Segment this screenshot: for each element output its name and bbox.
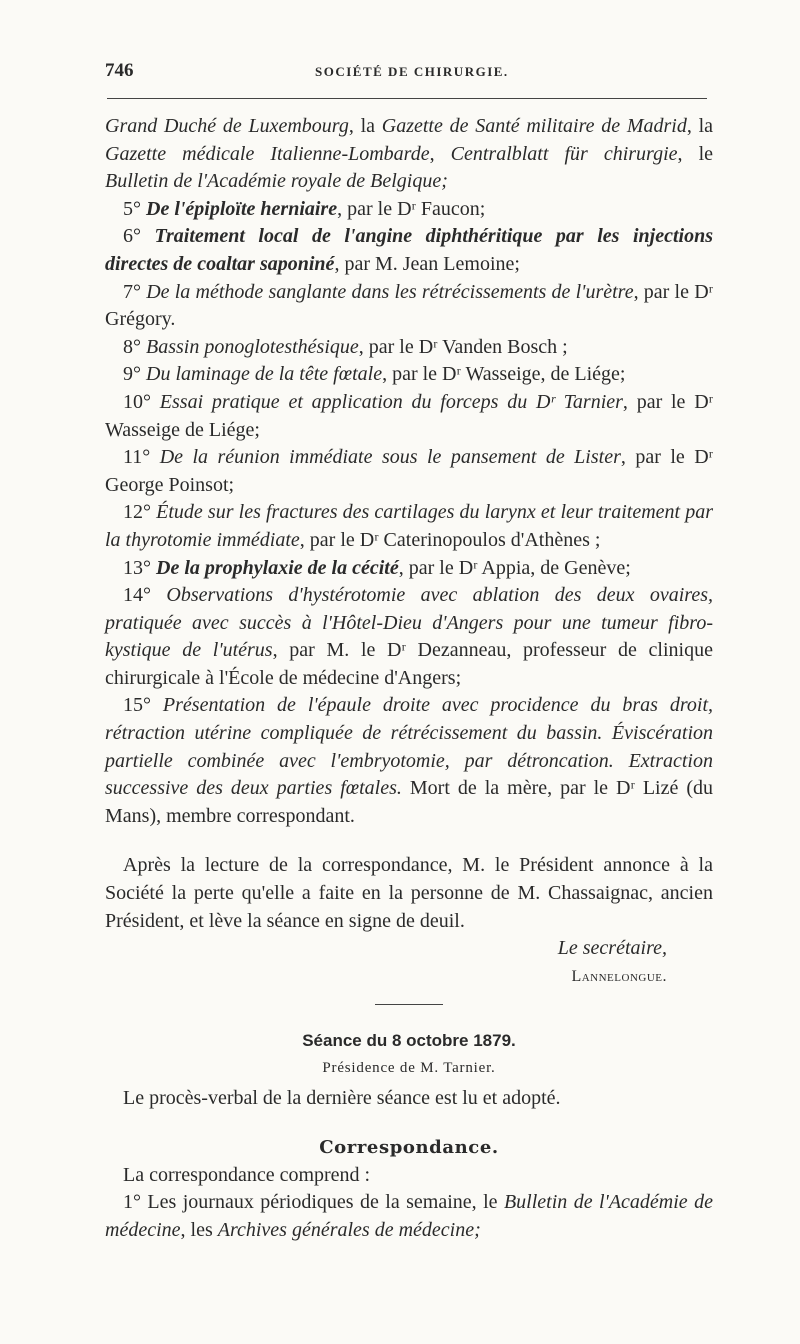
text-run: , par le Dʳ George Poinsot; xyxy=(105,446,714,496)
text-run: , par le Dʳ Vanden Bosch ; xyxy=(358,335,568,358)
page-header xyxy=(105,56,713,90)
body-text xyxy=(105,113,713,1245)
text-run: , par le Dʳ Wasseige de Liége; xyxy=(105,390,713,441)
section-divider xyxy=(375,1004,443,1005)
text-run: , la xyxy=(686,115,714,137)
text-run: 6° xyxy=(123,225,155,248)
text-run: Bulletin de l'Académie de médecine xyxy=(105,1191,713,1241)
text-run: , par M. le Dʳ Dezanneau, professeur de clinique chirurgicale à l'École de médecine d'Angers; xyxy=(105,639,713,689)
text-run: De la prophylaxie de la cécité xyxy=(156,556,399,579)
text-run: Étude sur les fractures des cartilages du larynx et leur traitement par la thyrotomie immédiate xyxy=(105,501,713,551)
text-run: 13° xyxy=(123,556,156,579)
text-run: , par le Dʳ Caterinopoulos d'Athènes ; xyxy=(299,528,601,551)
list-item xyxy=(105,334,713,362)
text-run: 1° Les journaux périodiques de la semaine, le xyxy=(123,1191,504,1214)
text-run: Centralblatt für chirurgie xyxy=(450,142,678,165)
text-run: 12° xyxy=(123,501,157,524)
list-item xyxy=(105,555,713,583)
text-run: Grand Duché de Luxembourg xyxy=(105,115,349,137)
closing-paragraph: Après la lecture de la correspondance, M. le Président annonce à la Société la perte qu'elle a faite en la personne de M. Chassaignac, ancien Président, et lève la séance en signe de deuil. xyxy=(105,854,713,932)
text-run: 5° xyxy=(123,197,146,220)
text-run: Observations d'hystérotomie avec ablation des deux ovaires, pratiquée avec succès à l'Hôtel-Dieu d'Angers pour une tumeur fibro-kystique de l'utérus xyxy=(105,584,714,662)
list-item xyxy=(105,582,713,692)
list-item xyxy=(105,113,713,196)
page xyxy=(105,56,713,1245)
text-run: 8° xyxy=(123,335,146,358)
list-item xyxy=(105,692,713,830)
presidence-line: Présidence de M. Tarnier. xyxy=(322,1060,496,1076)
text-run: De la réunion immédiate sous le pansement de Lister xyxy=(159,446,621,469)
text-run: , xyxy=(429,142,451,165)
text-run: Mort de la mère, par le Dʳ Lizé (du Mans), membre correspondant. xyxy=(105,777,714,827)
text-run: Bassin ponoglotesthésique xyxy=(146,335,359,358)
text-run: De l'épiploïte herniaire xyxy=(146,197,338,220)
text-run: Traitement local de l'angine diphthéritique par les injections directes de coaltar saponiné xyxy=(105,225,713,275)
text-run: , la xyxy=(348,115,382,137)
text-run: Gazette de Santé militaire de Madrid xyxy=(381,115,687,137)
signature-name: Lannelongue. xyxy=(571,967,667,985)
correspondence-list xyxy=(105,113,713,830)
text-run: 10° xyxy=(123,390,160,413)
text-run: Gazette médicale Italienne-Lombarde xyxy=(105,142,430,165)
proces-verbal: Le procès-verbal de la dernière séance est lu et adopté. xyxy=(123,1086,561,1109)
text-run: , par M. Jean Lemoine; xyxy=(334,252,520,275)
text-run: 15° xyxy=(123,694,163,717)
text-run: 7° xyxy=(123,280,147,303)
text-run: , par le Dʳ Wasseige, de Liége; xyxy=(382,363,626,386)
correspondance-intro: La correspondance comprend : xyxy=(123,1163,371,1186)
text-run: , par le Dʳ Faucon; xyxy=(337,197,486,220)
seance-title: Séance du 8 octobre 1879. xyxy=(302,1031,516,1051)
list-item xyxy=(105,196,713,224)
text-run: 9° xyxy=(123,363,146,386)
text-run: Archives générales de médecine; xyxy=(217,1218,481,1241)
text-run: Du laminage de la tête fœtale xyxy=(146,363,383,386)
running-head: SOCIÉTÉ DE CHIRURGIE. xyxy=(315,64,509,79)
text-run: , les xyxy=(180,1218,218,1241)
text-run: , par le Dʳ Appia, de Genève; xyxy=(398,556,631,579)
text-run: Essai pratique et application du forceps du Dʳ Tarnier xyxy=(159,390,623,413)
text-run: , par le Dʳ Grégory. xyxy=(105,280,713,331)
list-item xyxy=(105,279,713,334)
signature-role: Le secrétaire, xyxy=(557,937,667,960)
list-item xyxy=(105,361,713,389)
header-rule xyxy=(107,98,707,99)
text-run: Présentation de l'épaule droite avec procidence du bras droit, rétraction utérine compliquée de rétrécissement du bassin. Éviscération partielle combinée avec l'embryotomie, par détroncation. Extraction successive des deux parties fœtales. xyxy=(105,694,713,800)
text-run: 14° xyxy=(123,584,167,607)
list-item xyxy=(105,444,713,499)
final-item xyxy=(105,1189,713,1244)
text-run: De la méthode sanglante dans les rétrécissements de l'urètre xyxy=(146,280,634,303)
list-item xyxy=(105,389,713,444)
list-item xyxy=(105,223,713,278)
text-run: Bulletin de l'Académie royale de Belgique; xyxy=(105,170,448,193)
text-run: , le xyxy=(677,142,714,165)
page-number: 746 xyxy=(105,60,134,81)
correspondance-heading: Correspondance. xyxy=(319,1137,499,1159)
text-run: 11° xyxy=(123,446,160,469)
list-item xyxy=(105,499,713,554)
